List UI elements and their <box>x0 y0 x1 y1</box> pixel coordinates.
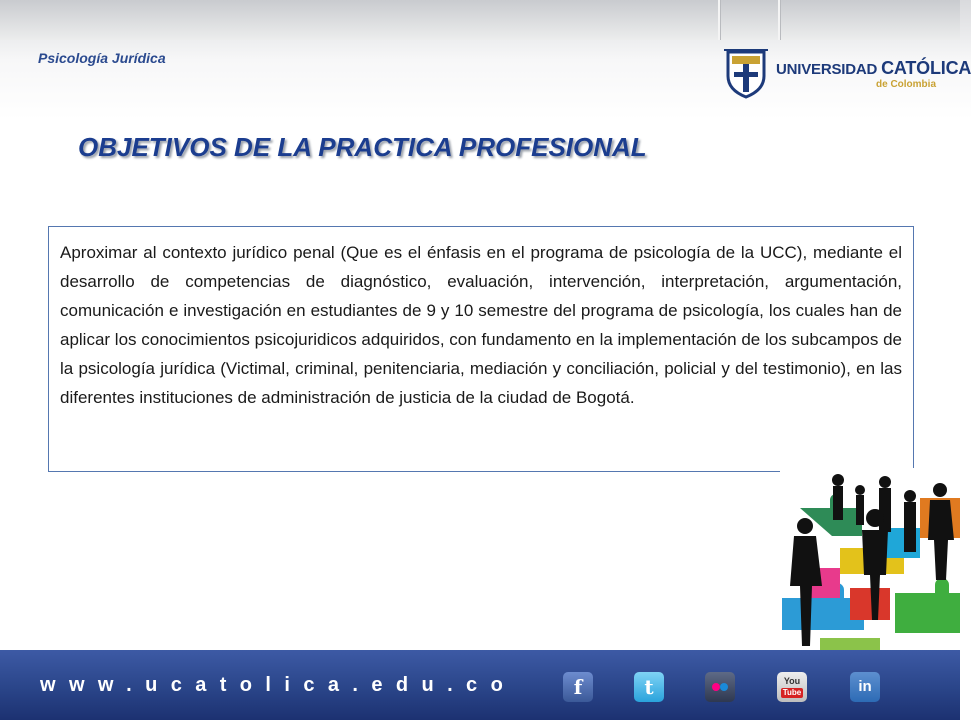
logo-brand-prefix: UNIVERSIDAD <box>776 61 882 78</box>
flickr-icon[interactable] <box>705 672 735 702</box>
flickr-pink-dot <box>712 683 720 691</box>
footer-website-url[interactable]: www.ucatolica.edu.co <box>40 674 517 696</box>
linkedin-icon[interactable]: in <box>850 672 880 702</box>
people-puzzle-illustration <box>780 468 960 650</box>
flickr-blue-dot <box>720 683 728 691</box>
top-bar-divider <box>718 0 720 40</box>
youtube-icon-top-text: You <box>783 676 801 686</box>
university-shield-icon <box>722 46 770 98</box>
logo-brand-name <box>776 58 971 79</box>
top-bar-divider <box>778 0 780 40</box>
course-title: Psicología Jurídica <box>38 50 166 66</box>
logo-brand-strong: CATÓLICA <box>881 58 971 78</box>
twitter-icon[interactable]: t <box>634 672 664 702</box>
youtube-icon[interactable] <box>777 672 807 702</box>
page-title: OBJETIVOS DE LA PRACTICA PROFESIONAL <box>78 132 647 162</box>
logo-brand-sub: de Colombia <box>876 79 937 90</box>
footer <box>0 650 960 720</box>
top-bar <box>0 0 960 40</box>
objective-text: Aproximar al contexto jurídico penal (Que es el énfasis en el programa de psicología de la UCC), mediante el desarrollo de competencias de diagnóstico, evaluación, intervención, interpretación, argumentación, comunicación e investigación en estudiantes de 9 y 10 semestre del programa de psicología, los cuales han de aplicar los conocimientos psicojuridicos adquiridos, con fundamento en la implementación de los subcampos de la psicología jurídica (Victimal, criminal, penitenciaria, mediación y conciliación, policial y del testimonio), en las diferentes instituciones de administración de justicia de la ciudad de Bogotá. <box>60 243 902 407</box>
facebook-icon[interactable]: f <box>563 672 593 702</box>
university-logo[interactable] <box>722 46 971 98</box>
youtube-icon-bottom-text: Tube <box>782 688 802 697</box>
objective-box <box>48 226 914 472</box>
